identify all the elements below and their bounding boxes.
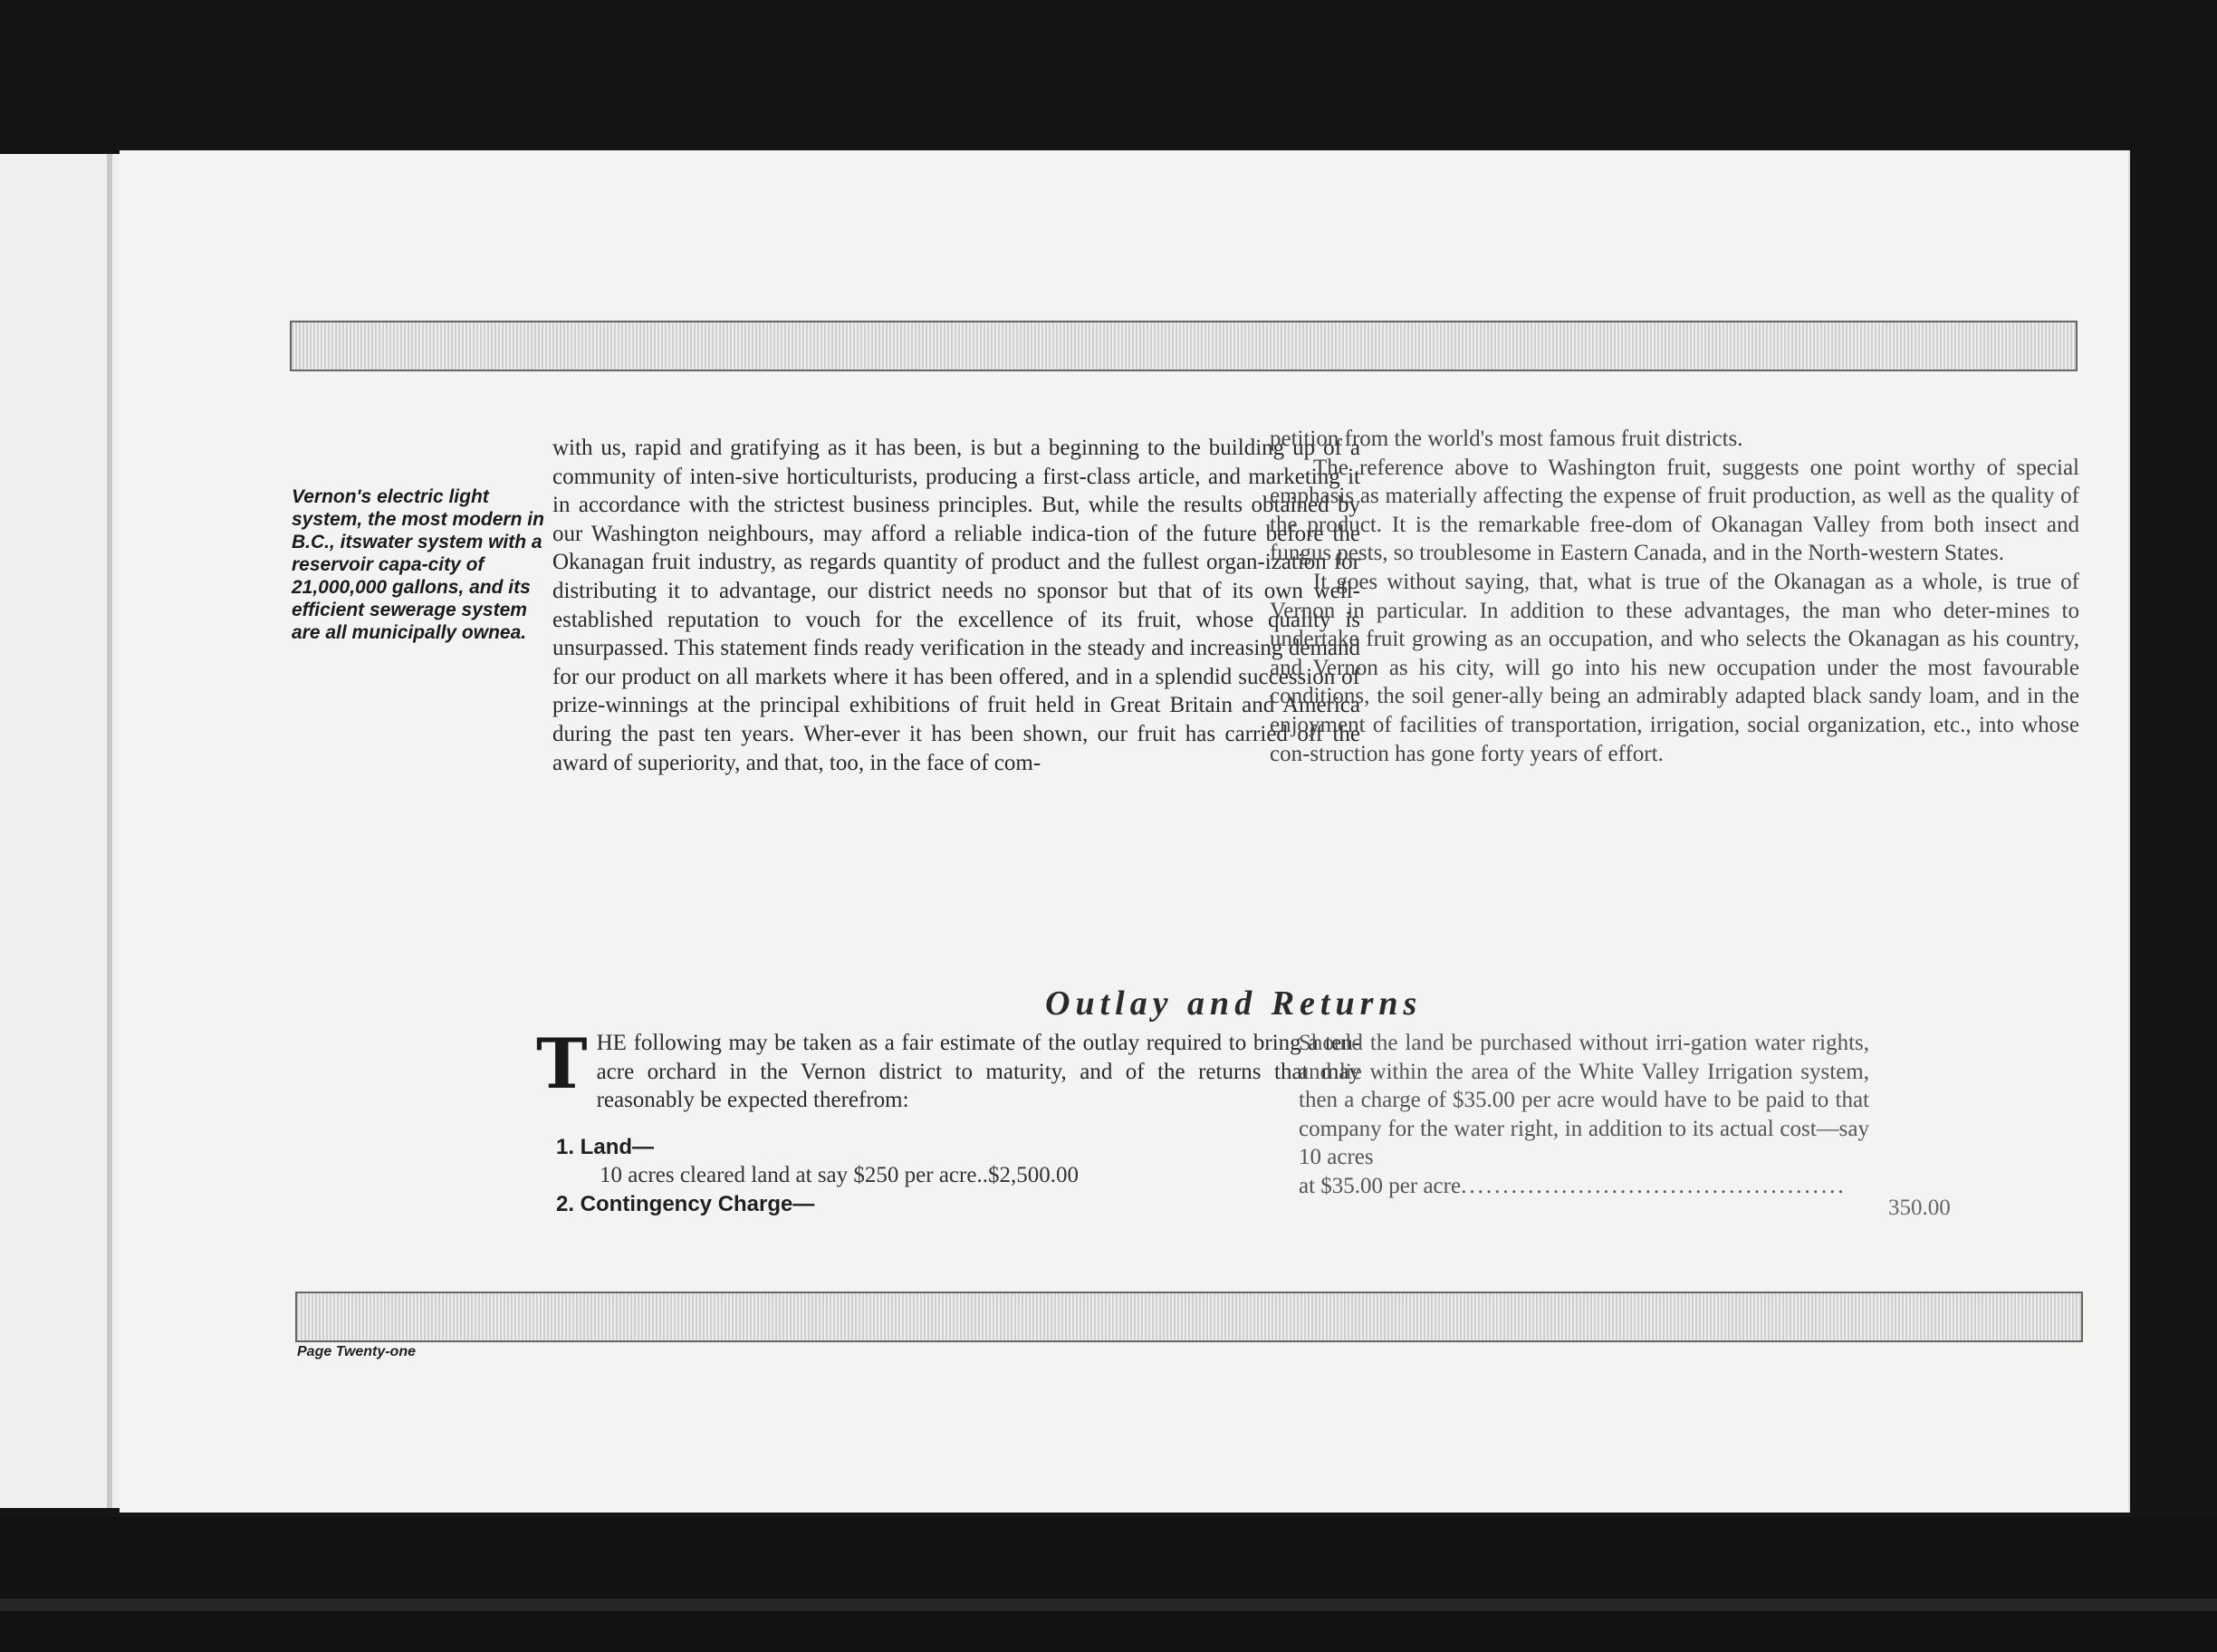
body-paragraph: It goes without saying, that, what is true of the Okanagan as a whole, is true of Vernon in particular. In addition to these advantages, the man who deter-mines to undertake fruit growing as an occupation, and who selects the Okanagan as his country, and Vernon as his city, will go into his new occupation under the most favourable conditions, the soil gener-ally being an admirably adapted black sandy loam, and in the enjoyment of facilities of transportation, irrigation, social organization, etc., into whose con-struction has gone forty years of effort. [1270,569,2079,766]
body-paragraph: with us, rapid and gratifying as it has been, is but a beginning to the building up of a community of inten-sive horticulturists, producing a first-class article, and marketing it in accordance with the strictest business principles. But, while the results obtained by our Washington neighbours, may afford a reliable indica-tion of the future before the Okanagan fruit industry, as regards quantity of product and the fullest organ-ization for distributing it to advantage, our district needs no sponsor but that of its own well-established reputation to vouch for the excellence of its fruit, whose quality is unsurpassed. This statement finds ready verification in the steady and increasing demand for our product on all markets where it has been offered, and in a splendid succession of prize-winnings at the principal exhibitions of fruit held in Great Britain and America during the past ten years. Wher-ever it has been shown, our fruit has carried off the award of superiority, and that, too, in the face of com- [552,436,1360,775]
footer-ornament-band [295,1292,2083,1342]
contingency-text [1299,1029,1869,1201]
leader-dots: .............................................. [1461,1173,1847,1198]
item-heading-contingency: 2. Contingency Charge— [556,1192,815,1216]
leader-line [1299,1172,1869,1201]
facing-page-edge [0,154,131,1508]
book-page [120,150,2128,1513]
contingency-paragraph: Should the land be purchased without irri-gation water rights, and lie within the area of the White Valley Irrigation system, then a charge of $35.00 per acre would have to be paid to that company for the water right, in addition to its actual cost—say 10 acres [1299,1031,1869,1170]
film-edge-strip [0,1599,2217,1611]
item-line-land: 10 acres cleared land at say $250 per acre..$2,500.00 [600,1163,1079,1187]
continuation-line: petition from the world's most famous fruit districts. [1270,427,1743,451]
section-intro [536,1023,1360,1115]
leader-label: at $35.00 per acre [1299,1173,1462,1198]
drop-cap: T [536,1023,588,1104]
book-spine [107,154,112,1508]
page-number: Page Twenty-one [297,1344,416,1359]
section-title: Outlay and Returns [1045,984,1423,1023]
contingency-amount: 350.00 [1888,1196,1951,1220]
body-paragraph: The reference above to Washington fruit, suggests one point worthy of special emphasis as materially affecting the expense of fruit production, as well as the quality of the product. It is the remarkable free-dom of Okanagan Valley from both insect and fungus pests, so troublesome in Eastern Canada, and in the North-western States. [1270,455,2079,566]
header-ornament-band [290,321,2078,371]
text-column-right [1270,425,2079,768]
intro-text: HE following may be taken as a fair estimate of the outlay required to bring a ten-acre orchard in the Vernon district to maturity, and of the returns that may reasonably be expected therefrom: [596,1031,1360,1113]
text-column-left [552,434,1360,777]
sidebar-note: Vernon's electric light system, the most modern in B.C., itswater system with a reservoir capa-city of 21,000,000 gallons, and its efficient sewerage system are all municipally ownea. [292,486,544,643]
item-heading-land: 1. Land— [556,1135,655,1159]
film-border-bottom [0,1517,2217,1652]
film-border-top [0,0,2217,154]
